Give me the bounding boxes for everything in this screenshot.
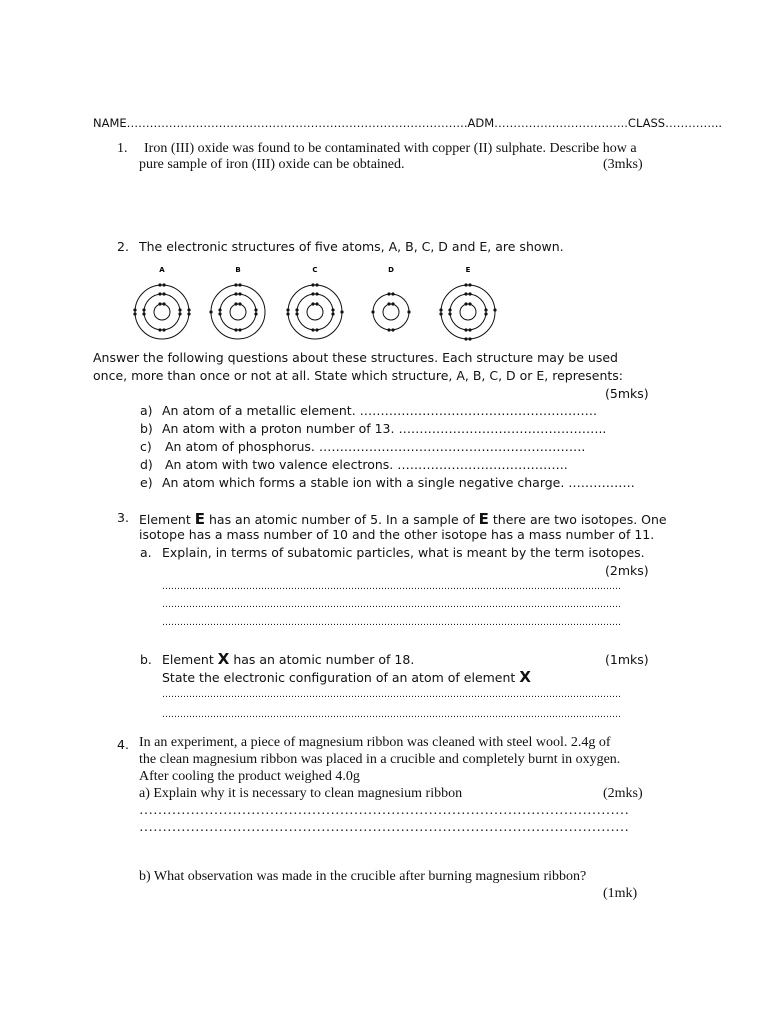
q2-item-label-b: b) [140, 421, 153, 436]
q2-item-label-e: e) [140, 475, 153, 490]
q3b-text [162, 650, 414, 668]
q3-number: 3. [117, 510, 129, 525]
q3b-post: has an atomic number of 18. [233, 652, 415, 667]
q4b-marks: (1mk) [603, 886, 638, 901]
element-e-symbol: E [194, 510, 205, 528]
q3b-pre: Element [162, 652, 214, 667]
q3b-answer-line-1[interactable]: ……………………………………………………………………………………………………………………………………… [162, 690, 621, 700]
q3-line1-post: there are two isotopes. One [492, 512, 667, 527]
q4-line2: the clean magnesium ribbon was placed in a crucible and completely burnt in oxygen. [139, 752, 621, 767]
q2-item-text-d: An atom with two valence electrons. ………………………………….. [165, 457, 568, 472]
atom-e-diagram [439, 266, 496, 341]
q4-line3: After cooling the product weighed 4.0g [139, 769, 360, 784]
q3b-line2-text: State the electronic configuration of an atom of element [162, 670, 516, 685]
atom-label-c: C [312, 266, 318, 274]
q2-item-label-c: c) [140, 439, 152, 454]
atom-d-diagram [371, 266, 410, 332]
q4a-answer-line-1[interactable]: …………………………………………………………………………………………… [139, 803, 629, 818]
q4-number: 4. [117, 737, 129, 752]
q1-number: 1. [117, 141, 128, 156]
atom-a-diagram [133, 266, 190, 339]
q3a-marks: (2mks) [605, 563, 649, 578]
q3-line1 [139, 510, 667, 528]
q3a-label: a. [140, 545, 152, 560]
q1-line2: pure sample of iron (III) oxide can be obtained. [139, 157, 405, 172]
q2-item-text-e: An atom which forms a stable ion with a single negative charge. ……………. [162, 475, 635, 490]
atom-label-d: D [388, 266, 394, 274]
q2-item-label-a: a) [140, 403, 153, 418]
q3-line1-pre: Element [139, 512, 191, 527]
q3-line2: isotope has a mass number of 10 and the other isotope has a mass number of 11. [139, 527, 655, 542]
q3b-answer-line-2[interactable]: ……………………………………………………………………………………………………………………………………… [162, 710, 621, 720]
q2-number: 2. [117, 239, 129, 254]
q2-marks: (5mks) [605, 386, 649, 401]
atom-label-a: A [159, 266, 165, 274]
q2-text: The electronic structures of five atoms, A, B, C, D and E, are shown. [139, 239, 564, 254]
q2-instructions-line2: once, more than once or not at all. State which structure, A, B, C, D or E, represents: [93, 368, 624, 383]
student-info-line: NAME……………………………………………………………………………..ADM……………………………..CLASS…………... [93, 116, 723, 130]
q2-item-text-b: An atom with a proton number of 13. ………………………………………….. [162, 421, 607, 436]
q3b-line2 [162, 668, 531, 686]
q3a-answer-line-2[interactable]: ……………………………………………………………………………………………………………………………………… [162, 600, 621, 610]
q4-line1: In an experiment, a piece of magnesium ribbon was cleaned with steel wool. 2.4g of [139, 735, 611, 750]
q4a-answer-line-2[interactable]: …………………………………………………………………………………………… [139, 820, 629, 835]
element-x-symbol: X [217, 650, 230, 668]
q3a-text: Explain, in terms of subatomic particles, what is meant by the term isotopes. [162, 545, 645, 560]
atom-b-diagram [209, 266, 265, 339]
q3b-marks: (1mks) [605, 652, 649, 667]
atom-c-diagram [286, 266, 343, 339]
electron-structures-diagram [128, 262, 508, 342]
q1-marks: (3mks) [603, 157, 643, 172]
q3a-answer-line-1[interactable]: ……………………………………………………………………………………………………………………………………… [162, 582, 621, 592]
q2-item-text-a: An atom of a metallic element. ………………………………………………… [162, 403, 598, 418]
q1-line1: Iron (III) oxide was found to be contaminated with copper (II) sulphate. Describe how a [144, 141, 637, 156]
q4a-marks: (2mks) [603, 786, 643, 801]
q3a-answer-line-3[interactable]: ……………………………………………………………………………………………………………………………………… [162, 618, 621, 628]
q2-item-label-d: d) [140, 457, 153, 472]
q3b-label: b. [140, 652, 152, 667]
element-x-symbol-2: X [519, 668, 531, 686]
atom-label-e: E [465, 266, 471, 274]
element-e-symbol-2: E [478, 510, 489, 528]
q3-line1-mid: has an atomic number of 5. In a sample of [208, 512, 475, 527]
q2-instructions-line1: Answer the following questions about these structures. Each structure may be used [93, 350, 618, 365]
q4b-text: b) What observation was made in the crucible after burning magnesium ribbon? [139, 869, 587, 884]
q4a-text: a) Explain why it is necessary to clean magnesium ribbon [139, 786, 463, 801]
q2-item-text-c: An atom of phosphorus. ………………………………………………………. [165, 439, 586, 454]
atom-label-b: B [235, 266, 241, 274]
